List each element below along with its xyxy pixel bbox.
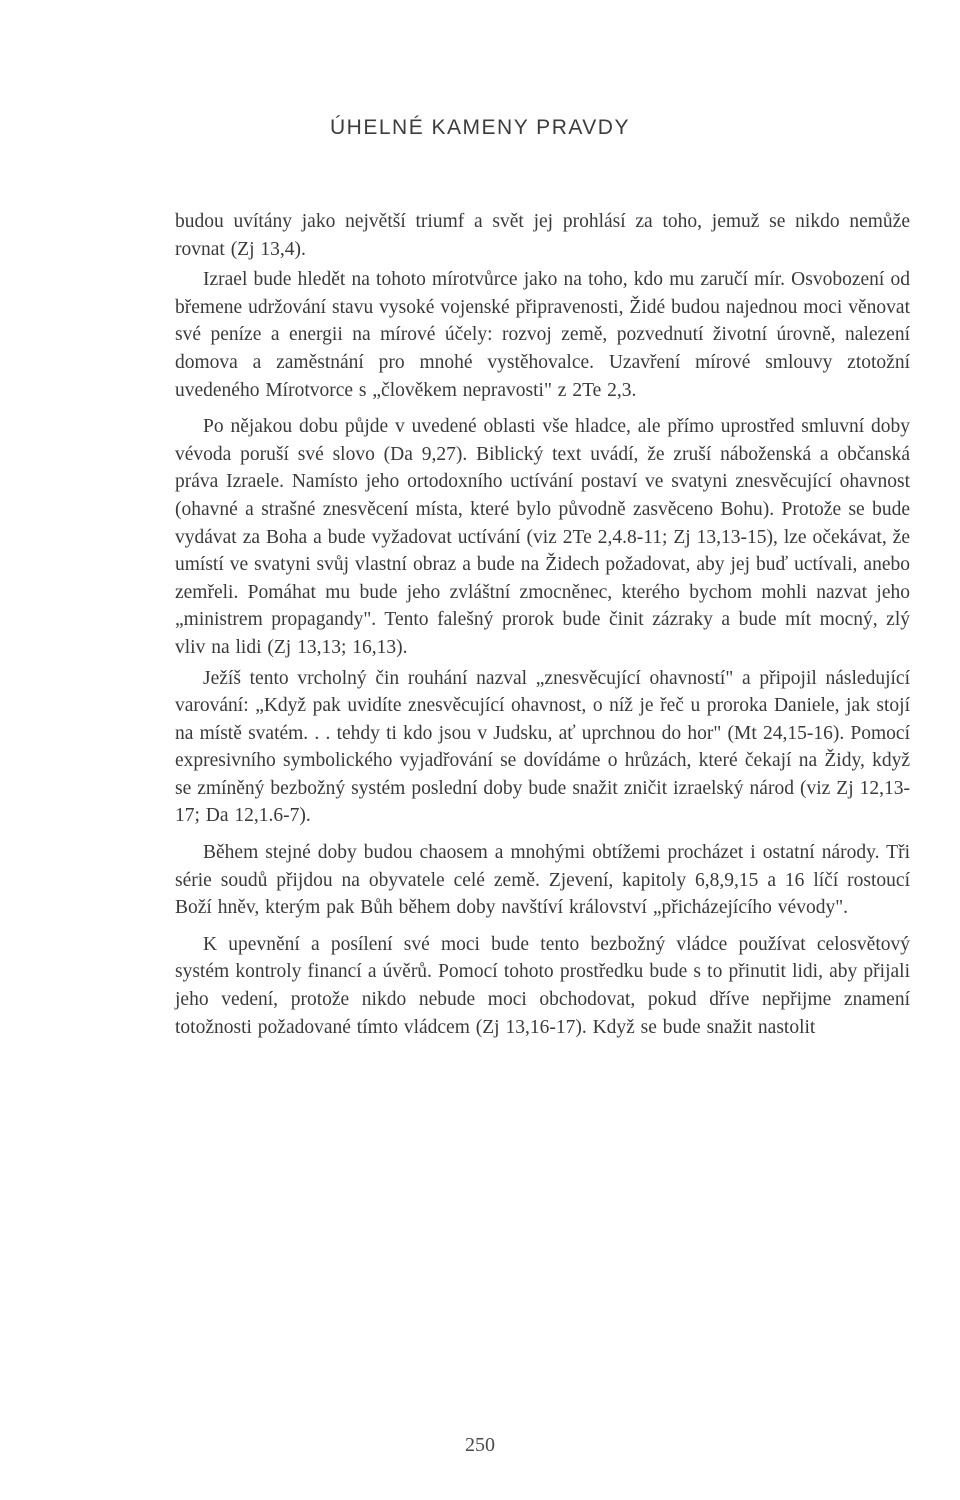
- paragraph: Během stejné doby budou chaosem a mnohými obtížemi procházet i ostatní národy. Tři série soudů přijdou na obyvatele celé země. Zjevení, kapitoly 6,8,9,15 a 16 líčí rostoucí Boží hněv, kterým pak Bůh během doby navštíví království „přicházejícího vévody".: [175, 842, 910, 919]
- paragraph-continuation: budou uvítány jako největší triumf a svět jej prohlásí za toho, jemuž se nikdo nemůže rovnat (Zj 13,4).: [175, 211, 910, 260]
- paragraph: Ježíš tento vrcholný čin rouhání nazval „znesvěcující ohavností" a připojil následující varování: „Když pak uvidíte znesvěcující ohavnost, o níž je řeč u proroka Daniele, jak stojí na místě svatém. . . tehdy ti kdo jsou v Judsku, ať uprchnou do hor" (Mt 24,15-16). Pomocí expresivního symbolického vyjadřování se dovídáme o hrůzách, které čekají na Židy, když se zmíněný bezbožný systém poslední doby bude snažit zničit izraelský národ (viz Zj 12,13-17; Da 12,1.6-7).: [175, 667, 910, 827]
- paragraph: Po nějakou dobu půjde v uvedené oblasti vše hladce, ale přímo uprostřed smluvní doby vévoda poruší své slovo (Da 9,27). Biblický text uvádí, že zruší náboženská a občanská práva Izraele. Namísto jeho ortodoxního uctívání postaví ve svatyni znesvěcující ohavnost (ohavné a strašné znesvěcení místa, které bylo původně zasvěceno Bohu). Protože se bude vydávat za Boha a bude vyžadovat uctívání (viz 2Te 2,4.8-11; Zj 13,13-15), lze očekávat, že umístí ve svatyni svůj vlastní obraz a bude na Židech požadovat, aby jej buď uctívali, anebo zemřeli. Pomáhat mu bude jeho zvláštní zmocněnec, kterého bychom mohli nazvat jeho „ministrem propagandy". Tento falešný prorok bude činit zázraky a bude mít mocný, zlý vliv na lidi (Zj 13,13; 16,13).: [175, 416, 910, 658]
- paragraph: K upevnění a posílení své moci bude tento bezbožný vládce používat celosvětový systém kontroly financí a úvěrů. Pomocí tohoto prostředku bude s to přinutit lidi, aby přijali jeho vedení, protože nikdo nebude moci obchodovat, pokud dříve nepřijme znamení totožnosti požadované tímto vládcem (Zj 13,16-17). Když se bude snažit nastolit: [175, 933, 910, 1038]
- body-text: [175, 208, 910, 1044]
- running-title: ÚHELNÉ KAMENY PRAVDY: [330, 116, 630, 139]
- page-number: 250: [465, 1434, 495, 1456]
- paragraph: Izrael bude hledět na tohoto mírotvůrce jako na toho, kdo mu zaručí mír. Osvobození od břemene udržování stavu vysoké vojenské připravenosti, Židé budou najednou moci věnovat své peníze a energii na mírové účely: rozvoj země, pozvednutí životní úrovně, nalezení domova a zaměstnání pro mnohé vystěhovalce. Uzavření mírové smlouvy ztotožní uvedeného Mírotvorce s „člověkem nepravosti" z 2Te 2,3.: [175, 269, 910, 401]
